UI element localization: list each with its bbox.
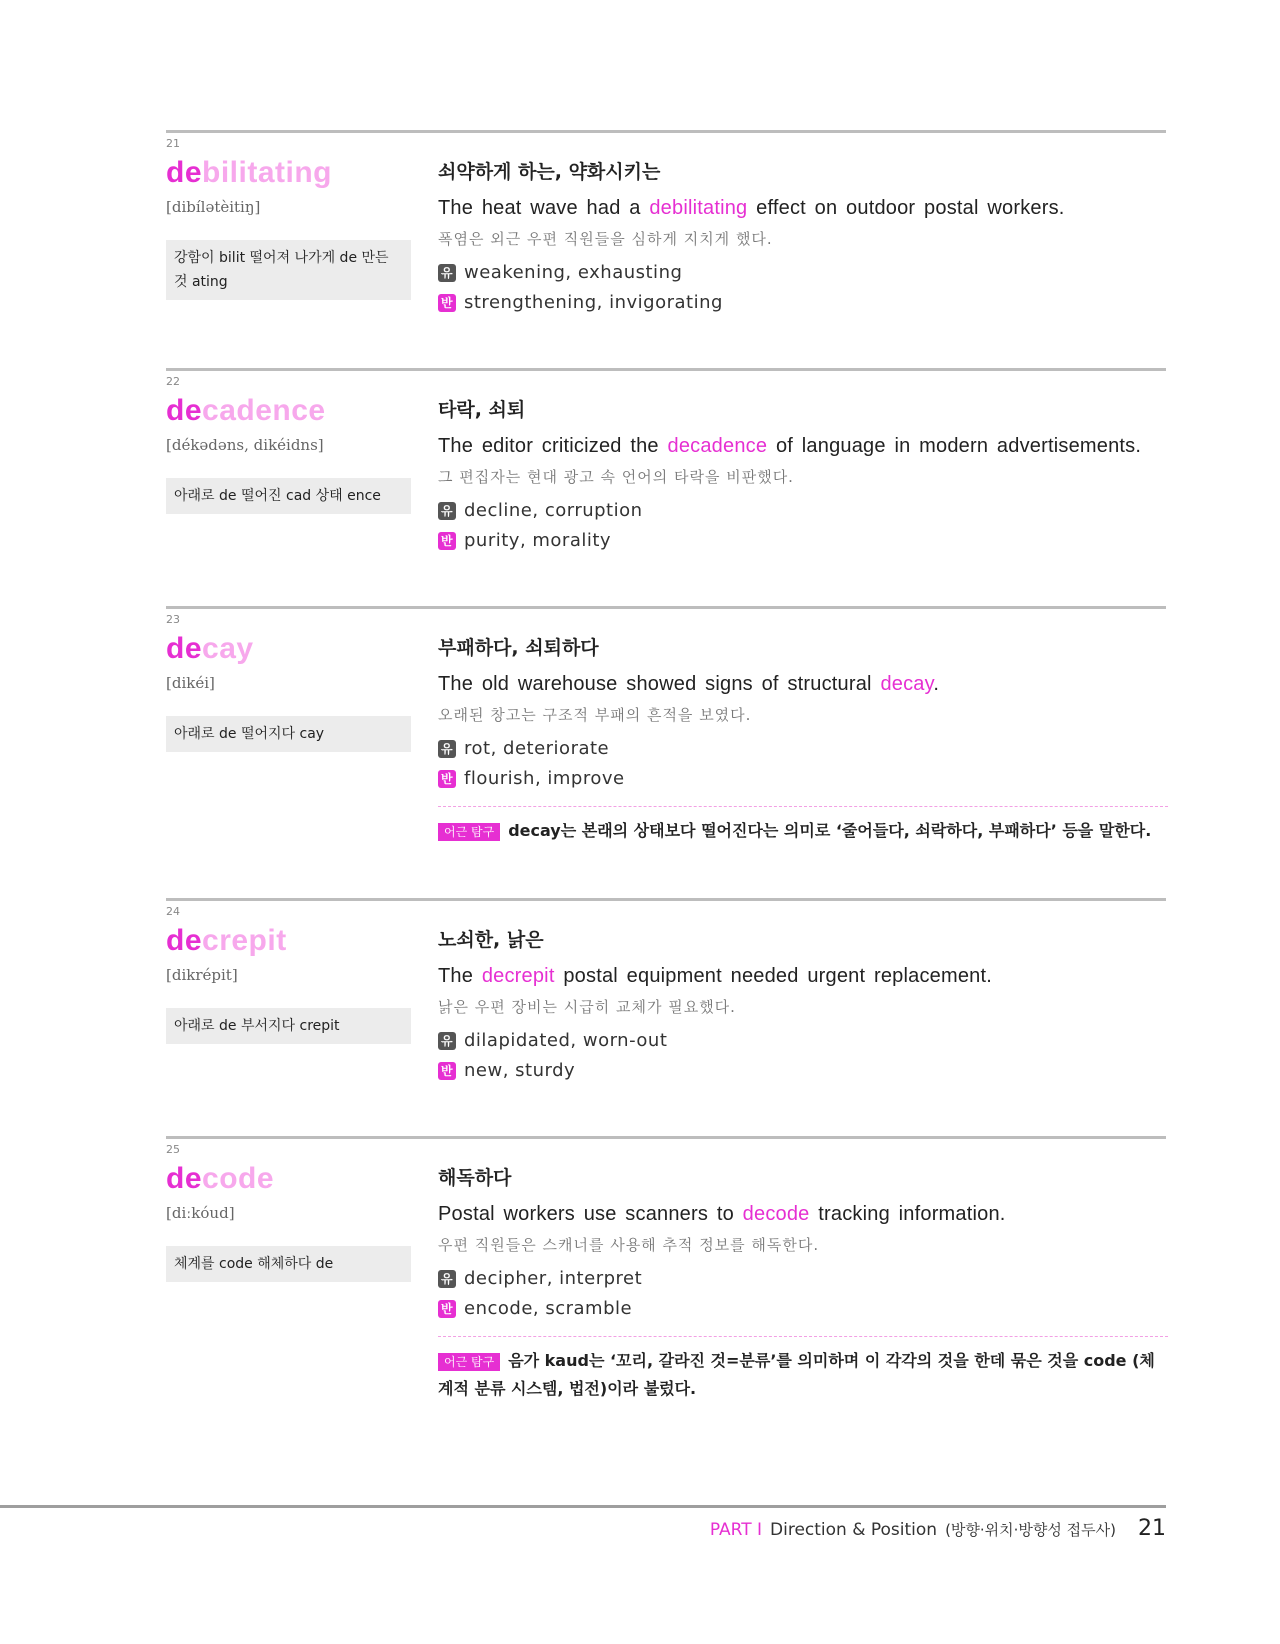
pronunciation: [dékədəns, dikéidns] xyxy=(166,436,324,454)
example-sentence xyxy=(438,432,1168,460)
example-before: The heat wave had a xyxy=(438,197,650,219)
pronunciation: [diːkóud] xyxy=(166,1204,235,1222)
meaning: 부패하다, 쇠퇴하다 xyxy=(438,637,599,659)
antonym-text: flourish, improve xyxy=(464,768,625,789)
entry-decay xyxy=(166,606,1166,840)
antonym-badge-icon: 반 xyxy=(438,1300,456,1318)
page-footer xyxy=(710,1516,1166,1541)
headword xyxy=(166,632,411,666)
pronunciation: [dibílətèitiŋ] xyxy=(166,198,261,216)
example-sentence xyxy=(438,1200,1168,1228)
example-after: effect on outdoor postal workers. xyxy=(747,197,1065,219)
meaning: 쇠약하게 하는, 약화시키는 xyxy=(438,161,661,183)
headword-rest: crepit xyxy=(202,924,287,957)
synonyms xyxy=(438,1264,1168,1294)
example-highlight: debilitating xyxy=(649,197,748,219)
pronunciation: [dikéi] xyxy=(166,674,215,692)
synonym-text: rot, deteriorate xyxy=(464,738,610,759)
memo-box: 강함이 bilit 떨어져 나가게 de 만든 것 ating xyxy=(166,240,411,300)
pronunciation: [dikrépit] xyxy=(166,966,238,984)
synonym-badge-icon: 유 xyxy=(438,502,456,520)
synonyms xyxy=(438,1026,1168,1056)
page-number: 21 xyxy=(1138,1516,1166,1541)
antonym-badge-icon: 반 xyxy=(438,770,456,788)
section-divider xyxy=(166,368,1166,371)
memo-box: 체계를 code 해체하다 de xyxy=(166,1246,411,1282)
etymology-tag: 어근 탐구 xyxy=(438,823,500,841)
entry-number: 24 xyxy=(166,905,180,918)
translation: 오래된 창고는 구조적 부패의 흔적을 보였다. xyxy=(438,706,752,724)
entry-number: 25 xyxy=(166,1143,180,1156)
entry-number: 22 xyxy=(166,375,180,388)
synonym-text: dilapidated, worn-out xyxy=(464,1030,668,1051)
synonym-badge-icon: 유 xyxy=(438,740,456,758)
section-divider xyxy=(166,606,1166,609)
footer-part: PART Ⅰ xyxy=(709,1520,763,1540)
etymology-tag: 어근 탐구 xyxy=(438,1353,500,1371)
translation: 폭염은 외근 우편 직원들을 심하게 지치게 했다. xyxy=(438,230,773,248)
antonyms xyxy=(438,764,1168,794)
example-highlight: decadence xyxy=(667,435,768,457)
example-before: The xyxy=(438,965,482,987)
antonym-text: new, sturdy xyxy=(464,1060,576,1081)
antonym-badge-icon: 반 xyxy=(438,532,456,550)
entry-debilitating xyxy=(166,130,1166,313)
headword-rest: cadence xyxy=(202,394,326,427)
headword-prefix: de xyxy=(166,394,203,427)
headword-prefix: de xyxy=(166,632,203,665)
example-highlight: decrepit xyxy=(481,965,555,987)
example-before: The old warehouse showed signs of structural xyxy=(438,673,881,695)
headword xyxy=(166,394,411,428)
antonyms xyxy=(438,1294,1168,1324)
synonym-badge-icon: 유 xyxy=(438,1032,456,1050)
antonym-badge-icon: 반 xyxy=(438,1062,456,1080)
example-sentence xyxy=(438,962,1168,990)
footer-subtitle: (방향·위치·방향성 접두사) xyxy=(945,1521,1116,1539)
synonym-badge-icon: 유 xyxy=(438,264,456,282)
headword xyxy=(166,924,411,958)
antonym-text: strengthening, invigorating xyxy=(464,292,723,313)
entry-decode xyxy=(166,1136,1166,1398)
section-divider xyxy=(166,130,1166,133)
example-highlight: decay xyxy=(880,673,934,695)
meaning: 노쇠한, 낡은 xyxy=(438,929,544,951)
footer-title: Direction & Position xyxy=(770,1520,938,1540)
headword-rest: code xyxy=(202,1162,275,1195)
example-after: postal equipment needed urgent replacement. xyxy=(554,965,993,987)
headword-prefix: de xyxy=(166,1162,203,1195)
headword-prefix: de xyxy=(166,156,203,189)
etymology-text: decay는 본래의 상태보다 떨어진다는 의미로 ‘줄어들다, 쇠락하다, 부패하다’ 등을 말한다. xyxy=(508,821,1152,840)
entry-number: 21 xyxy=(166,137,180,150)
translation: 우편 직원들은 스캐너를 사용해 추적 정보를 해독한다. xyxy=(438,1236,820,1254)
entry-number: 23 xyxy=(166,613,180,626)
antonyms xyxy=(438,1056,1168,1086)
section-divider xyxy=(166,898,1166,901)
synonym-text: weakening, exhausting xyxy=(464,262,683,283)
section-divider xyxy=(166,1136,1166,1139)
etymology-text: 음가 kaud는 ‘꼬리, 갈라진 것=분류’를 의미하며 이 각각의 것을 한데 묶은 것을 code (체계적 분류 시스템, 법전)이라 불렀다. xyxy=(438,1351,1155,1398)
meaning: 타락, 쇠퇴 xyxy=(438,399,526,421)
translation: 낡은 우편 장비는 시급히 교체가 필요했다. xyxy=(438,998,736,1016)
entry-decrepit xyxy=(166,898,1166,1081)
memo-box: 아래로 de 부서지다 crepit xyxy=(166,1008,411,1044)
synonyms xyxy=(438,734,1168,764)
example-sentence xyxy=(438,670,1168,698)
example-sentence xyxy=(438,194,1168,222)
example-after: of language in modern advertisements. xyxy=(767,435,1142,457)
headword xyxy=(166,1162,411,1196)
meaning: 해독하다 xyxy=(438,1167,512,1189)
synonym-badge-icon: 유 xyxy=(438,1270,456,1288)
synonym-text: decipher, interpret xyxy=(464,1268,643,1289)
translation: 그 편집자는 현대 광고 속 언어의 타락을 비판했다. xyxy=(438,468,794,486)
antonyms xyxy=(438,526,1168,556)
headword xyxy=(166,156,411,190)
example-after: tracking information. xyxy=(809,1203,1006,1225)
entry-decadence xyxy=(166,368,1166,551)
headword-rest: bilitating xyxy=(202,156,332,189)
memo-box: 아래로 de 떨어진 cad 상태 ence xyxy=(166,478,411,514)
example-before: Postal workers use scanners to xyxy=(438,1203,743,1225)
antonym-text: purity, morality xyxy=(464,530,612,551)
antonym-text: encode, scramble xyxy=(464,1298,633,1319)
synonyms xyxy=(438,258,1168,288)
example-highlight: decode xyxy=(742,1203,810,1225)
memo-box: 아래로 de 떨어지다 cay xyxy=(166,716,411,752)
headword-prefix: de xyxy=(166,924,203,957)
etymology-note xyxy=(438,806,1168,845)
headword-rest: cay xyxy=(202,632,254,665)
antonym-badge-icon: 반 xyxy=(438,294,456,312)
example-after: . xyxy=(933,673,940,695)
synonym-text: decline, corruption xyxy=(464,500,643,521)
example-before: The editor criticized the xyxy=(438,435,668,457)
synonyms xyxy=(438,496,1168,526)
antonyms xyxy=(438,288,1168,318)
etymology-note xyxy=(438,1336,1168,1403)
footer-rule xyxy=(0,1505,1166,1508)
